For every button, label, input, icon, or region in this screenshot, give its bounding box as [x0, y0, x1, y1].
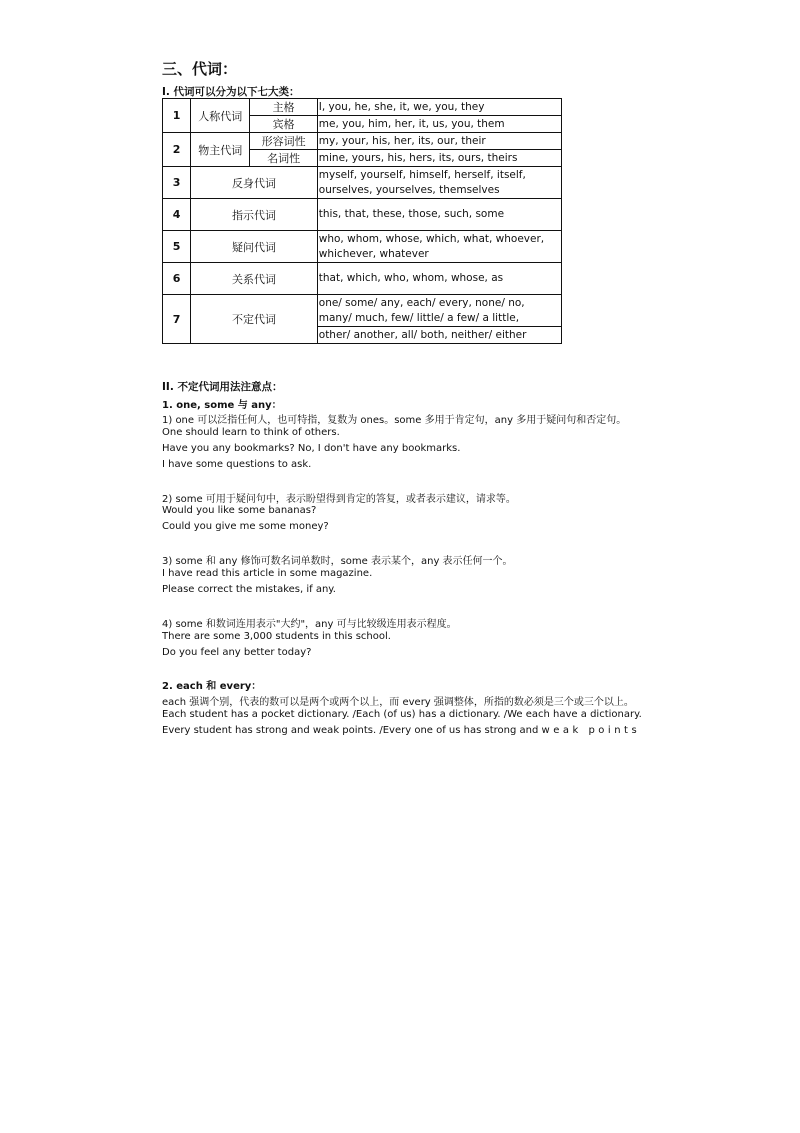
row-number: 6 — [163, 263, 191, 295]
example-sentence: Each student has a pocket dictionary. /Each (of us) has a dictionary. /We each have a dictionary. — [162, 709, 642, 720]
pronoun-list: other/ another, all/ both, neither/ either — [317, 327, 561, 344]
category-label: 指示代词 — [191, 199, 318, 231]
row-number: 1 — [163, 99, 191, 133]
table-row — [163, 199, 562, 231]
row-number: 3 — [163, 167, 191, 199]
pronoun-line: myself, yourself, himself, herself, itself, — [318, 168, 526, 181]
pronoun-line: many/ much, few/ little/ a few/ a little, — [318, 311, 520, 324]
example-sentence: There are some 3,000 students in this school. — [162, 631, 391, 642]
rule-text: 2) some 可用于疑问句中，表示盼望得到肯定的答复，或者表示建议，请求等。 — [162, 494, 516, 505]
row-number: 4 — [163, 199, 191, 231]
part2-heading: II. 不定代词用法注意点： — [162, 381, 283, 393]
example-part: weak points — [541, 725, 641, 736]
subsection-title: 2. each 和 every： — [162, 681, 262, 692]
sub-label: 名词性 — [250, 150, 317, 167]
table-row — [163, 99, 562, 116]
example-sentence: Would you like some bananas? — [162, 505, 317, 516]
part1-heading: I. 代词可以分为以下七大类： — [162, 86, 300, 98]
pronoun-list: that, which, who, whom, whose, as — [317, 263, 561, 295]
pronoun-list — [317, 295, 561, 327]
example-sentence: Could you give me some money? — [162, 521, 329, 532]
sub-label: 形容词性 — [250, 133, 317, 150]
example-sentence: Please correct the mistakes, if any. — [162, 584, 336, 595]
rule-text: 4) some 和数词连用表示"大约"，any 可与比较级连用表示程度。 — [162, 619, 457, 630]
section-title: 三、代词： — [162, 60, 238, 78]
table-row — [163, 263, 562, 295]
row-number: 2 — [163, 133, 191, 167]
table-row — [163, 295, 562, 327]
table-row — [163, 133, 562, 150]
row-number: 5 — [163, 231, 191, 263]
table-row — [163, 167, 562, 199]
example-sentence: Have you any bookmarks? No, I don't have any bookmarks. — [162, 443, 461, 454]
pronoun-list: mine, yours, his, hers, its, ours, theirs — [317, 150, 561, 167]
category-label: 人称代词 — [191, 99, 250, 133]
example-sentence — [162, 725, 640, 736]
pronoun-line: whichever, whatever — [318, 247, 429, 260]
pronoun-line: one/ some/ any, each/ every, none/ no, — [318, 296, 525, 309]
rule-text: each 强调个别，代表的数可以是两个或两个以上，而 every 强调整体，所指的数必须是三个或三个以上。 — [162, 697, 634, 708]
example-sentence: One should learn to think of others. — [162, 427, 340, 438]
rule-text: 3) some 和 any 修饰可数名词单数时，some 表示某个，any 表示任何一个。 — [162, 556, 513, 567]
table-row — [163, 231, 562, 263]
pronoun-list: my, your, his, her, its, our, their — [317, 133, 561, 150]
sub-label: 主格 — [250, 99, 317, 116]
category-label: 物主代词 — [191, 133, 250, 167]
pronoun-line: who, whom, whose, which, what, whoever, — [318, 232, 545, 245]
example-sentence: I have read this article in some magazine. — [162, 568, 373, 579]
category-label: 关系代词 — [191, 263, 318, 295]
pronoun-table — [162, 98, 562, 344]
pronoun-list — [317, 167, 561, 199]
pronoun-line: ourselves, yourselves, themselves — [318, 183, 500, 196]
category-label: 反身代词 — [191, 167, 318, 199]
example-sentence: I have some questions to ask. — [162, 459, 312, 470]
sub-label: 宾格 — [250, 116, 317, 133]
rule-text: 1) one 可以泛指任何人，也可特指，复数为 ones。some 多用于肯定句，any 多用于疑问句和否定句。 — [162, 415, 627, 426]
category-label: 不定代词 — [191, 295, 318, 344]
row-number: 7 — [163, 295, 191, 344]
subsection-title: 1. one, some 与 any： — [162, 400, 282, 411]
example-sentence: Do you feel any better today? — [162, 647, 312, 658]
pronoun-list: this, that, these, those, such, some — [317, 199, 561, 231]
example-part: Every student has strong and weak points. /Every one of us has strong and — [162, 725, 542, 736]
pronoun-list: I, you, he, she, it, we, you, they — [317, 99, 561, 116]
pronoun-list — [317, 231, 561, 263]
category-label: 疑问代词 — [191, 231, 318, 263]
pronoun-list: me, you, him, her, it, us, you, them — [317, 116, 561, 133]
